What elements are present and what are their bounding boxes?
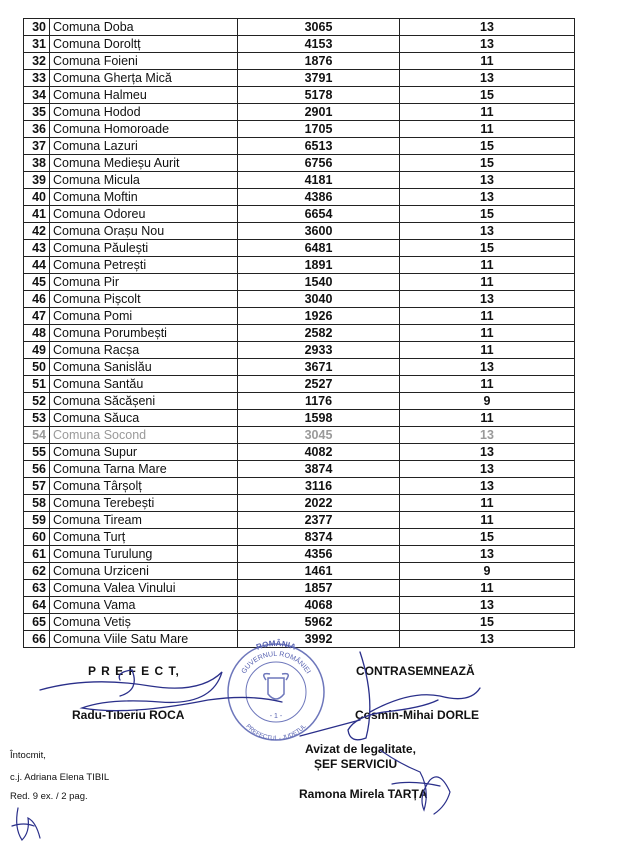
- municipality-name: Comuna Doroltț: [50, 36, 238, 53]
- prefect-title: P R E F E C T,: [88, 664, 180, 678]
- council-seats: 15: [400, 206, 575, 223]
- municipality-name: Comuna Halmeu: [50, 87, 238, 104]
- municipality-name: Comuna Pișcolt: [50, 291, 238, 308]
- population: 1176: [238, 393, 400, 410]
- row-number: 43: [24, 240, 50, 257]
- municipality-name: Comuna Foieni: [50, 53, 238, 70]
- municipality-name: Comuna Hodod: [50, 104, 238, 121]
- population: 6481: [238, 240, 400, 257]
- legality-name: Ramona Mirela TARȚA: [299, 787, 428, 801]
- legality-line1: Avizat de legalitate,: [305, 742, 416, 756]
- official-stamp: [228, 644, 324, 743]
- row-number: 46: [24, 291, 50, 308]
- row-number: 49: [24, 342, 50, 359]
- drafter-initials: [12, 808, 40, 840]
- municipality-name: Comuna Pomi: [50, 308, 238, 325]
- population: 4153: [238, 36, 400, 53]
- countersign-name: Cosmin-Mihai DORLE: [355, 708, 480, 722]
- council-seats: 13: [400, 444, 575, 461]
- council-seats: 9: [400, 563, 575, 580]
- council-seats: 13: [400, 223, 575, 240]
- municipality-name: Comuna Odoreu: [50, 206, 238, 223]
- legality-line2: ȘEF SERVICIU: [314, 757, 398, 771]
- drafted-label: Întocmit,: [10, 750, 46, 761]
- population: 1705: [238, 121, 400, 138]
- population: 1857: [238, 580, 400, 597]
- row-number: 50: [24, 359, 50, 376]
- row-number: 57: [24, 478, 50, 495]
- municipality-name: Comuna Viile Satu Mare: [50, 631, 238, 648]
- copies-note: Red. 9 ex. / 2 pag.: [10, 791, 88, 802]
- population: 2022: [238, 495, 400, 512]
- municipality-name: Comuna Păulești: [50, 240, 238, 257]
- municipality-name: Comuna Târșolț: [50, 478, 238, 495]
- population: 2901: [238, 104, 400, 121]
- population: 1540: [238, 274, 400, 291]
- row-number: 51: [24, 376, 50, 393]
- population: 5962: [238, 614, 400, 631]
- municipality-name: Comuna Valea Vinului: [50, 580, 238, 597]
- council-seats: 11: [400, 342, 575, 359]
- council-seats: 9: [400, 393, 575, 410]
- population: 1876: [238, 53, 400, 70]
- municipality-name: Comuna Tiream: [50, 512, 238, 529]
- population: 3992: [238, 631, 400, 648]
- row-number: 56: [24, 461, 50, 478]
- population: 3065: [238, 19, 400, 36]
- drafter-name: c.j. Adriana Elena TIBIL: [10, 772, 110, 783]
- council-seats: 13: [400, 359, 575, 376]
- municipality-name: Comuna Supur: [50, 444, 238, 461]
- council-seats: 15: [400, 155, 575, 172]
- council-seats: 11: [400, 274, 575, 291]
- population: 6756: [238, 155, 400, 172]
- municipality-name: Comuna Orașu Nou: [50, 223, 238, 240]
- row-number: 53: [24, 410, 50, 427]
- council-seats: 15: [400, 87, 575, 104]
- stamp-ring-text: GUVERNUL ROMÂNIEI: [240, 650, 312, 676]
- population: 2933: [238, 342, 400, 359]
- row-number: 66: [24, 631, 50, 648]
- row-number: 58: [24, 495, 50, 512]
- stamp-bottom-text: PREFECTUL - JUDEȚUL: [244, 723, 308, 743]
- municipality-name: Comuna Lazuri: [50, 138, 238, 155]
- council-seats: 13: [400, 172, 575, 189]
- row-number: 38: [24, 155, 50, 172]
- council-seats: 15: [400, 614, 575, 631]
- municipality-name: Comuna Racșa: [50, 342, 238, 359]
- row-number: 32: [24, 53, 50, 70]
- row-number: 41: [24, 206, 50, 223]
- population: 2527: [238, 376, 400, 393]
- row-number: 52: [24, 393, 50, 410]
- council-seats: 11: [400, 53, 575, 70]
- municipality-name: Comuna Homoroade: [50, 121, 238, 138]
- municipality-name: Comuna Tarna Mare: [50, 461, 238, 478]
- council-seats: 11: [400, 580, 575, 597]
- municipality-name: Comuna Săcășeni: [50, 393, 238, 410]
- row-number: 64: [24, 597, 50, 614]
- council-seats: 13: [400, 291, 575, 308]
- council-seats: 15: [400, 240, 575, 257]
- population: 3045: [238, 427, 400, 444]
- stamp-center-number: - 1 -: [269, 713, 283, 720]
- municipality-name: Comuna Moftin: [50, 189, 238, 206]
- council-seats: 13: [400, 70, 575, 87]
- row-number: 31: [24, 36, 50, 53]
- population: 8374: [238, 529, 400, 546]
- population: 2582: [238, 325, 400, 342]
- population: 1598: [238, 410, 400, 427]
- legality-signature: [380, 750, 450, 814]
- council-seats: 13: [400, 36, 575, 53]
- municipality-name: Comuna Terebești: [50, 495, 238, 512]
- municipality-name: Comuna Turulung: [50, 546, 238, 563]
- municipality-name: Comuna Santău: [50, 376, 238, 393]
- stamp-top-text: ROMÂNIA: [254, 638, 298, 652]
- population: 4068: [238, 597, 400, 614]
- population: 4386: [238, 189, 400, 206]
- row-number: 48: [24, 325, 50, 342]
- council-seats: 13: [400, 427, 575, 444]
- population: 3116: [238, 478, 400, 495]
- row-number: 54: [24, 427, 50, 444]
- row-number: 42: [24, 223, 50, 240]
- municipality-name: Comuna Doba: [50, 19, 238, 36]
- population: 6654: [238, 206, 400, 223]
- population: 1891: [238, 257, 400, 274]
- municipality-name: Comuna Micula: [50, 172, 238, 189]
- row-number: 61: [24, 546, 50, 563]
- row-number: 33: [24, 70, 50, 87]
- council-seats: 15: [400, 138, 575, 155]
- population: 2377: [238, 512, 400, 529]
- population: 3600: [238, 223, 400, 240]
- row-number: 40: [24, 189, 50, 206]
- council-seats: 13: [400, 546, 575, 563]
- council-seats: 11: [400, 325, 575, 342]
- row-number: 65: [24, 614, 50, 631]
- council-seats: 11: [400, 512, 575, 529]
- prefect-name: Radu-Tiberiu ROCA: [72, 708, 185, 722]
- row-number: 45: [24, 274, 50, 291]
- population: 1926: [238, 308, 400, 325]
- municipality-name: Comuna Petrești: [50, 257, 238, 274]
- row-number: 60: [24, 529, 50, 546]
- municipality-name: Comuna Pir: [50, 274, 238, 291]
- row-number: 63: [24, 580, 50, 597]
- council-seats: 11: [400, 308, 575, 325]
- row-number: 37: [24, 138, 50, 155]
- row-number: 44: [24, 257, 50, 274]
- council-seats: 13: [400, 478, 575, 495]
- council-seats: 11: [400, 410, 575, 427]
- municipality-name: Comuna Săuca: [50, 410, 238, 427]
- council-seats: 11: [400, 376, 575, 393]
- municipality-name: Comuna Sanislău: [50, 359, 238, 376]
- row-number: 62: [24, 563, 50, 580]
- council-seats: 11: [400, 104, 575, 121]
- council-seats: 11: [400, 121, 575, 138]
- population: 4356: [238, 546, 400, 563]
- municipality-name: Comuna Turț: [50, 529, 238, 546]
- municipality-name: Comuna Vama: [50, 597, 238, 614]
- population: 1461: [238, 563, 400, 580]
- municipality-name: Comuna Socond: [50, 427, 238, 444]
- row-number: 59: [24, 512, 50, 529]
- row-number: 35: [24, 104, 50, 121]
- municipality-name: Comuna Urziceni: [50, 563, 238, 580]
- population: 3791: [238, 70, 400, 87]
- council-seats: 11: [400, 495, 575, 512]
- row-number: 34: [24, 87, 50, 104]
- population: 3040: [238, 291, 400, 308]
- council-seats: 13: [400, 461, 575, 478]
- row-number: 36: [24, 121, 50, 138]
- row-number: 55: [24, 444, 50, 461]
- council-seats: 13: [400, 19, 575, 36]
- coat-of-arms-icon: [268, 678, 284, 699]
- council-seats: 13: [400, 631, 575, 648]
- council-seats: 15: [400, 529, 575, 546]
- municipality-name: Comuna Medieșu Aurit: [50, 155, 238, 172]
- row-number: 39: [24, 172, 50, 189]
- countersign-signature: [300, 652, 480, 740]
- municipality-name: Comuna Vetiș: [50, 614, 238, 631]
- countersign-title: CONTRASEMNEAZĂ: [356, 664, 475, 678]
- population: 3874: [238, 461, 400, 478]
- council-seats: 13: [400, 597, 575, 614]
- row-number: 30: [24, 19, 50, 36]
- population: 3671: [238, 359, 400, 376]
- population: 6513: [238, 138, 400, 155]
- population: 4181: [238, 172, 400, 189]
- municipality-name: Comuna Porumbești: [50, 325, 238, 342]
- population: 5178: [238, 87, 400, 104]
- municipality-name: Comuna Gherța Mică: [50, 70, 238, 87]
- row-number: 47: [24, 308, 50, 325]
- council-seats: 13: [400, 189, 575, 206]
- council-seats: 11: [400, 257, 575, 274]
- population: 4082: [238, 444, 400, 461]
